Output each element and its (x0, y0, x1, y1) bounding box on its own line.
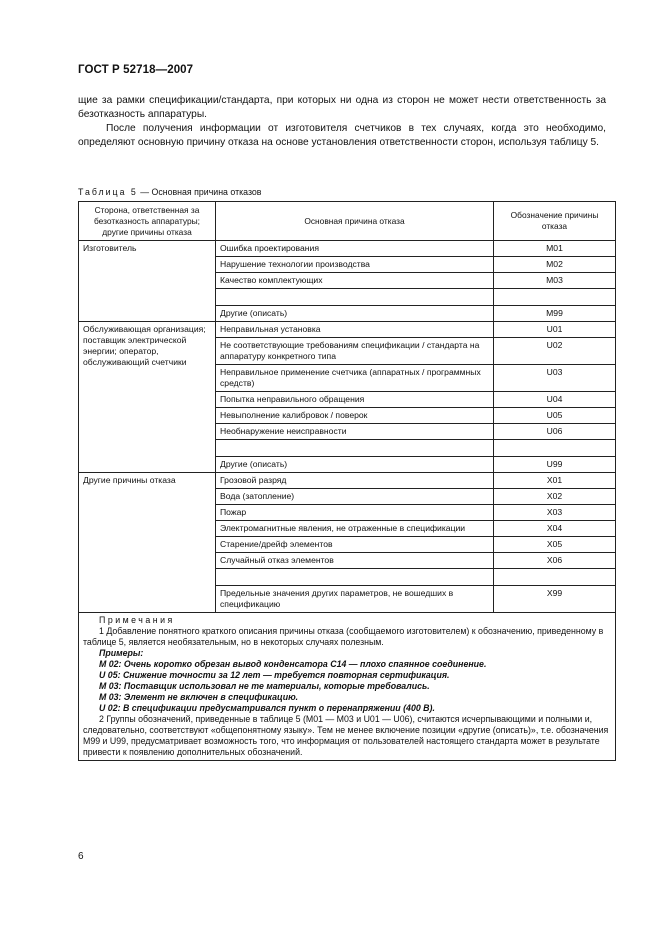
cause-cell: Необнаружение неисправности (216, 424, 494, 440)
cause-cell: Другие (описать) (216, 457, 494, 473)
code-cell: M99 (494, 306, 616, 322)
example-3: М 03: Поставщик использовал не те материалы, которые требовались. (99, 681, 430, 691)
example-5: U 02: В спецификации предусматривался пункт о перенапряжении (400 В). (99, 703, 435, 713)
note-1: 1 Добавление понятного краткого описания причины отказа (сообщаемого изготовителем) к обозначению, приведенному в таблице 5, является необязательным, но в некоторых случаях полезным. (83, 626, 604, 647)
table-row (79, 473, 616, 489)
code-cell: X05 (494, 537, 616, 553)
cause-cell: Грозовой разряд (216, 473, 494, 489)
code-cell: U04 (494, 392, 616, 408)
intro-paragraph-2: После получения информации от изготовителя счетчиков в тех случаях, когда это необходимо, определяют основную причину отказа на основе установления ответственности сторон, используя таблицу 5. (78, 123, 606, 148)
intro-text (78, 94, 606, 150)
code-cell: M02 (494, 257, 616, 273)
table-row (79, 241, 616, 257)
cause-cell: Предельные значения других параметров, не вошедших в спецификацию (216, 586, 494, 613)
code-cell (494, 289, 616, 306)
cause-cell: Пожар (216, 505, 494, 521)
cause-cell: Неправильная установка (216, 322, 494, 338)
code-cell: U99 (494, 457, 616, 473)
cause-cell: Неправильное применение счетчика (аппаратных / программных средств) (216, 365, 494, 392)
cause-cell (216, 289, 494, 306)
cause-cell (216, 569, 494, 586)
intro-paragraph-1: щие за рамки спецификации/стандарта, при которых ни одна из сторон не может нести ответственность за безотказность аппаратуры. (78, 95, 606, 120)
examples-title: Примеры: (99, 648, 144, 658)
code-cell: X02 (494, 489, 616, 505)
code-cell: U02 (494, 338, 616, 365)
notes-row (79, 613, 616, 761)
table-body (79, 241, 616, 613)
cause-cell: Ошибка проектирования (216, 241, 494, 257)
code-cell: U05 (494, 408, 616, 424)
code-cell: U06 (494, 424, 616, 440)
table-caption (78, 187, 261, 197)
table-caption-label: Таблица 5 (78, 187, 138, 197)
code-cell: U01 (494, 322, 616, 338)
code-cell: X99 (494, 586, 616, 613)
cause-cell (216, 440, 494, 457)
example-4: М 03: Элемент не включен в спецификацию. (99, 692, 299, 702)
table-row (79, 322, 616, 338)
code-cell (494, 569, 616, 586)
table-caption-text: — Основная причина отказов (137, 187, 262, 197)
cause-cell: Попытка неправильного обращения (216, 392, 494, 408)
document-header: ГОСТ Р 52718—2007 (78, 64, 194, 76)
cause-cell: Вода (затопление) (216, 489, 494, 505)
party-cell: Изготовитель (79, 241, 216, 322)
table-header-row (79, 202, 616, 241)
code-cell: M01 (494, 241, 616, 257)
code-cell: U03 (494, 365, 616, 392)
note-2: 2 Группы обозначений, приведенные в таблице 5 (М01 — М03 и U01 — U06), считаются исчерпывающими и полными и, следовательно, соответствуют «общепонятному языку». Тем не менее включение позиции «другие (описать)», т.е. обозначения М99 и U99, предусматривает возможность того, что информация от пользователей настоящего стандарта может в результате привести к появлению дополнительных обозначений. (83, 714, 609, 757)
header-party: Сторона, ответственная за безотказность аппаратуры; другие причины отказа (79, 202, 216, 241)
notes-cell (79, 613, 616, 761)
header-cause: Основная причина отказа (216, 202, 494, 241)
party-cell: Другие причины отказа (79, 473, 216, 613)
party-cell: Обслуживающая организация; поставщик электрической энергии; оператор, обслуживающий счетчики (79, 322, 216, 473)
cause-cell: Старение/дрейф элементов (216, 537, 494, 553)
code-cell: M03 (494, 273, 616, 289)
code-cell (494, 440, 616, 457)
code-cell: X04 (494, 521, 616, 537)
cause-cell: Случайный отказ элементов (216, 553, 494, 569)
notes-title: Примечания (99, 615, 175, 625)
cause-cell: Не соответствующие требованиям спецификации / стандарта на аппаратуру конкретного типа (216, 338, 494, 365)
cause-cell: Невыполнение калибровок / поверок (216, 408, 494, 424)
example-1: М 02: Очень коротко обрезан вывод конденсатора С14 — плохо спаянное соединение. (99, 659, 487, 669)
header-code: Обозначение причины отказа (494, 202, 616, 241)
example-2: U 05: Снижение точности за 12 лет — требуется повторная сертификация. (99, 670, 450, 680)
code-cell: X03 (494, 505, 616, 521)
cause-cell: Электромагнитные явления, не отраженные в спецификации (216, 521, 494, 537)
page-number: 6 (78, 851, 84, 862)
cause-cell: Нарушение технологии производства (216, 257, 494, 273)
cause-cell: Другие (описать) (216, 306, 494, 322)
cause-cell: Качество комплектующих (216, 273, 494, 289)
failure-causes-table (78, 201, 616, 761)
code-cell: X01 (494, 473, 616, 489)
code-cell: X06 (494, 553, 616, 569)
